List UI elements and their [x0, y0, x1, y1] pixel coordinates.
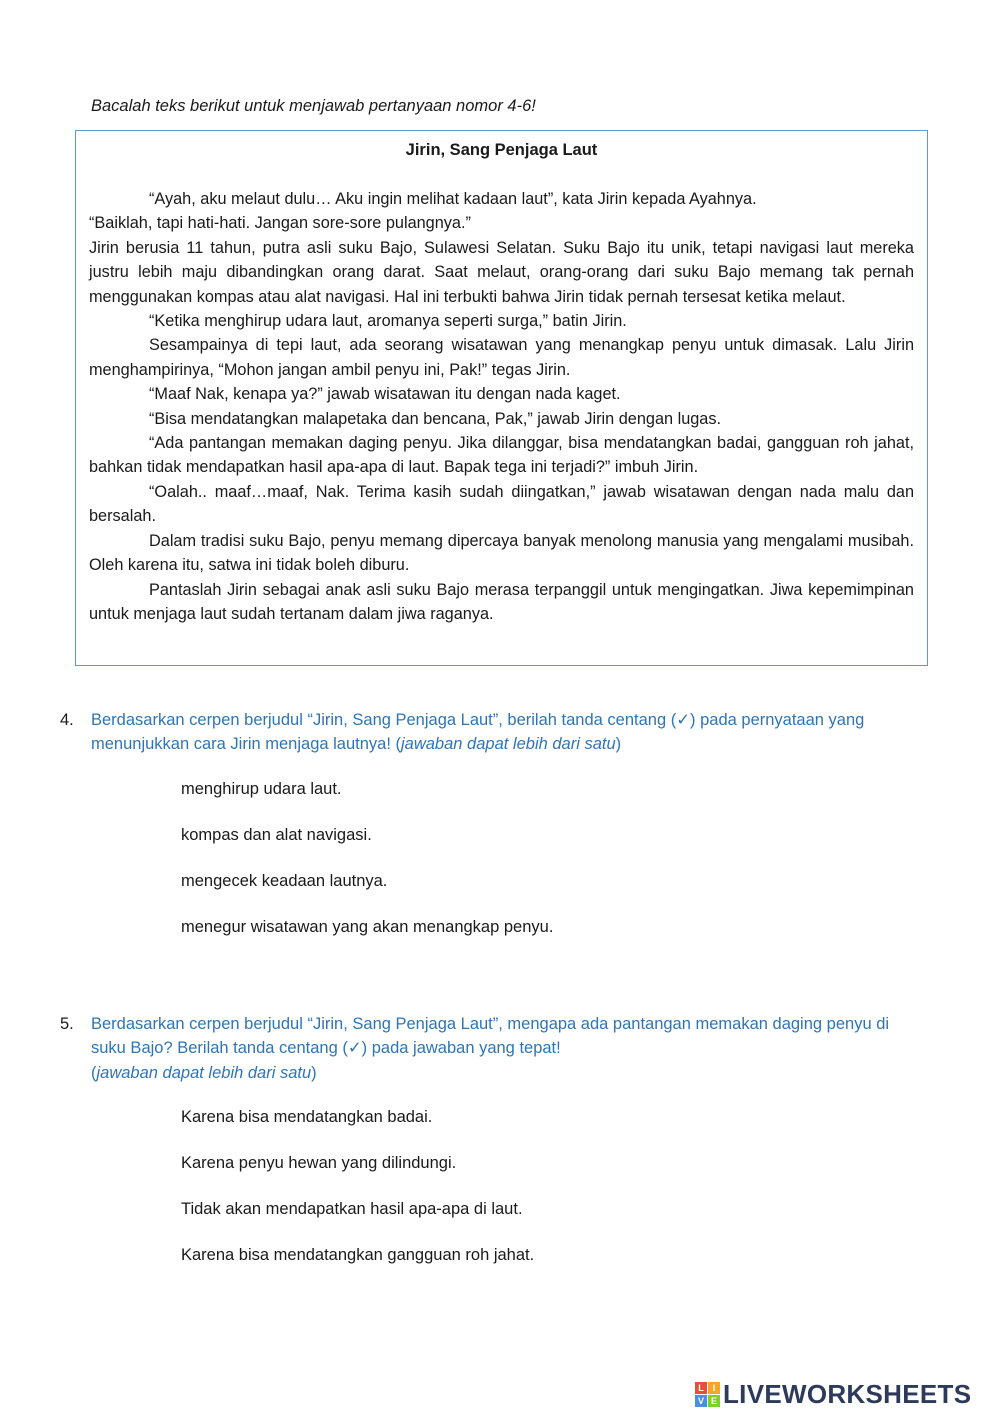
q5-option-1[interactable]: Karena bisa mendatangkan badai.	[181, 1108, 433, 1126]
logo-letter: V	[695, 1395, 707, 1407]
story-paragraph: Dalam tradisi suku Bajo, penyu memang dipercaya banyak menolong manusia yang mengalami musibah. Oleh karena itu, satwa ini tidak boleh diburu.	[89, 531, 914, 575]
story-paragraph: “Oalah.. maaf…maaf, Nak. Terima kasih sudah diingatkan,” jawab wisatawan dengan nada malu dan bersalah.	[89, 482, 914, 526]
question-4-text	[91, 708, 920, 757]
q4-option-2[interactable]: kompas dan alat navigasi.	[181, 826, 372, 844]
question-5-note: jawaban dapat lebih dari satu	[96, 1063, 312, 1082]
story-paragraph: “Ada pantangan memakan daging penyu. Jika dilanggar, bisa mendatangkan badai, gangguan roh jahat, bahkan tidak mendapatkan hasil apa-apa di laut. Bapak tega ini terjadi?” imbuh Jirin.	[89, 434, 914, 477]
question-4-close: )	[615, 735, 622, 754]
story-paragraph: Pantaslah Jirin sebagai anak asli suku Bajo merasa terpanggil untuk mengingatkan. Jiwa kepemimpinan untuk menjaga laut sudah tertanam dalam jiwa raganya.	[89, 580, 914, 623]
reading-instruction: Bacalah teks berikut untuk menjawab pertanyaan nomor 4-6!	[91, 97, 536, 115]
story-body	[89, 187, 914, 626]
q5-option-2[interactable]: Karena penyu hewan yang dilindungi.	[181, 1154, 457, 1172]
story-paragraph: Sesampainya di tepi laut, ada seorang wisatawan yang menangkap penyu untuk dimasak. Lalu Jirin menghampirinya, “Mohon jangan ambil penyu ini, Pak!” tegas Jirin.	[89, 336, 914, 379]
q4-option-3[interactable]: mengecek keadaan lautnya.	[181, 872, 388, 890]
logo-mark-icon	[695, 1382, 720, 1407]
story-paragraph: Jirin berusia 11 tahun, putra asli suku Bajo, Sulawesi Selatan. Suku Bajo itu unik, tetapi navigasi laut mereka justru lebih maju dibandingkan orang darat. Saat melaut, orang-orang dari suku Bajo memang tak pernah menggunakan kompas atau alat navigasi. Hal ini terbukti bahwa Jirin tidak pernah tersesat ketika melaut.	[89, 238, 914, 306]
question-5-number: 5.	[60, 1015, 74, 1033]
q5-option-3[interactable]: Tidak akan mendapatkan hasil apa-apa di laut.	[181, 1200, 523, 1218]
question-4	[60, 708, 920, 757]
story-paragraph: “Ayah, aku melaut dulu… Aku ingin melihat kadaan laut”, kata Jirin kepada Ayahnya.	[149, 190, 757, 208]
logo-letter: L	[695, 1382, 707, 1394]
question-5	[60, 1012, 920, 1085]
question-5-open: (	[91, 1063, 97, 1082]
logo-letter: E	[708, 1395, 720, 1407]
logo-text: LIVEWORKSHEETS	[723, 1378, 972, 1409]
question-5-prompt: Berdasarkan cerpen berjudul “Jirin, Sang Penjaga Laut”, mengapa ada pantangan memakan daging penyu di suku Bajo? Berilah tanda centang (✓) pada jawaban yang tepat!	[91, 1015, 890, 1058]
question-5-text	[91, 1012, 920, 1085]
story-paragraph: “Bisa mendatangkan malapetaka dan bencana, Pak,” jawab Jirin dengan lugas.	[149, 409, 722, 428]
q4-option-4[interactable]: menegur wisatawan yang akan menangkap penyu.	[181, 918, 554, 936]
liveworksheets-logo	[695, 1379, 971, 1409]
story-paragraph: “Maaf Nak, kenapa ya?” jawab wisatawan itu dengan nada kaget.	[149, 385, 621, 404]
question-5-close: )	[311, 1063, 317, 1082]
story-title: Jirin, Sang Penjaga Laut	[405, 141, 598, 159]
question-4-number: 4.	[60, 711, 74, 729]
story-box	[75, 130, 928, 666]
story-paragraph: “Baiklah, tapi hati-hati. Jangan sore-sore pulangnya.”	[89, 214, 471, 233]
logo-letter: I	[708, 1382, 720, 1394]
q5-option-4[interactable]: Karena bisa mendatangkan gangguan roh jahat.	[181, 1246, 535, 1264]
question-4-note: jawaban dapat lebih dari satu	[401, 735, 616, 754]
question-4-prompt: Berdasarkan cerpen berjudul “Jirin, Sang Penjaga Laut”, berilah tanda centang (✓) pada pernyataan yang menunjukkan cara Jirin menjaga lautnya! (	[91, 711, 865, 754]
q4-option-1[interactable]: menghirup udara laut.	[181, 780, 342, 798]
story-paragraph: “Ketika menghirup udara laut, aromanya seperti surga,” batin Jirin.	[149, 312, 627, 331]
